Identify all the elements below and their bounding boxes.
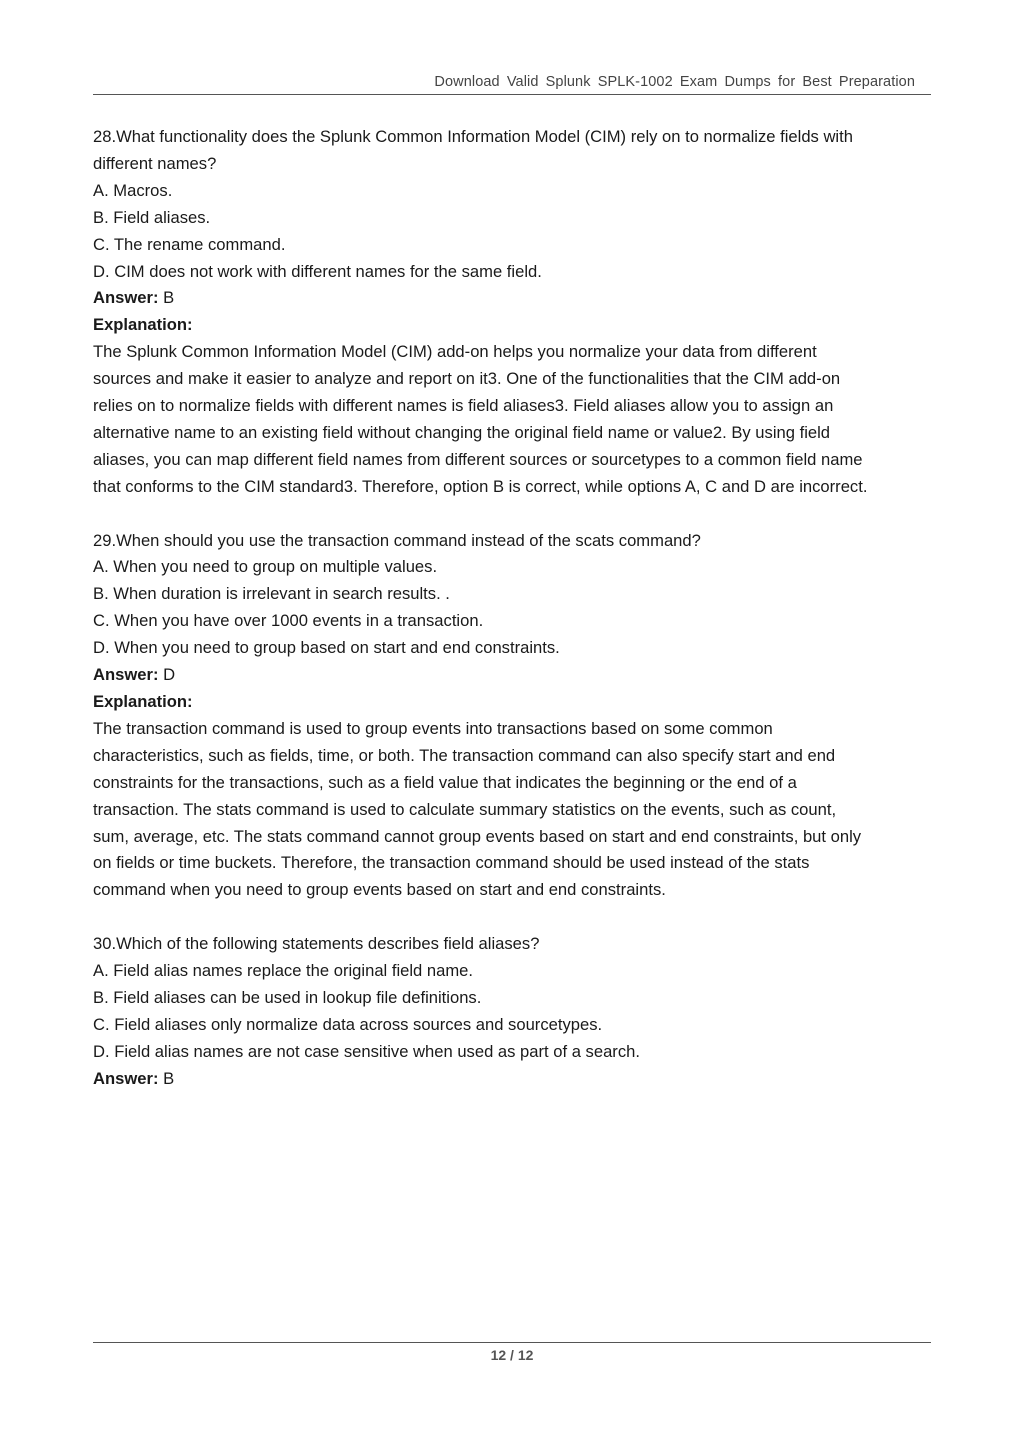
header-text: Download Valid Splunk SPLK-1002 Exam Dumps for Best Preparation xyxy=(434,74,915,90)
explanation-line: relies on to normalize fields with different names is field aliases3. Field aliases allow you to assign an xyxy=(93,396,834,416)
answer-line xyxy=(93,662,938,689)
question-block xyxy=(93,931,938,1092)
explanation-line: alternative name to an existing field without changing the original field name or value2. By using field xyxy=(93,422,831,442)
answer-value: D xyxy=(163,665,176,685)
question-text-line: 28.What functionality does the Splunk Common Information Model (CIM) rely on to normalize fields with xyxy=(93,127,853,146)
question-text-line: 30.Which of the following statements describes field aliases? xyxy=(93,934,540,954)
question-text-line: 29.When should you use the transaction command instead of the scats command? xyxy=(93,530,701,550)
question-block xyxy=(93,528,938,905)
option-b: B. When duration is irrelevant in search results. . xyxy=(93,584,450,604)
option-a: A. Field alias names replace the original field name. xyxy=(93,961,474,981)
answer-value: B xyxy=(163,1068,175,1088)
answer-line xyxy=(93,1066,938,1093)
explanation-label: Explanation: xyxy=(93,315,193,335)
option-c: C. When you have over 1000 events in a transaction. xyxy=(93,611,484,631)
page-number: 12 / 12 xyxy=(490,1347,534,1363)
option-d: D. When you need to group based on start and end constraints. xyxy=(93,638,560,658)
answer-label: Answer: xyxy=(93,288,159,308)
explanation-line: characteristics, such as fields, time, or both. The transaction command can also specify start and end xyxy=(93,745,836,765)
option-b: B. Field aliases can be used in lookup file definitions. xyxy=(93,987,482,1007)
question-block xyxy=(93,124,938,501)
spacer xyxy=(93,904,938,931)
option-c: C. Field aliases only normalize data across sources and sourcetypes. xyxy=(93,1014,603,1034)
explanation-line: The transaction command is used to group events into transactions based on some common xyxy=(93,718,773,738)
explanation-line: command when you need to group events based on start and end constraints. xyxy=(93,880,666,900)
explanation-line: constraints for the transactions, such as a field value that indicates the beginning or the end of a xyxy=(93,772,797,792)
option-a: A. Macros. xyxy=(93,180,173,200)
option-b: B. Field aliases. xyxy=(93,207,211,227)
option-c: C. The rename command. xyxy=(93,234,286,254)
explanation-line: sources and make it easier to analyze and report on it3. One of the functionalities that the CIM add-on xyxy=(93,369,841,389)
question-text-line: different names? xyxy=(93,153,217,173)
answer-value: B xyxy=(163,288,175,308)
option-d: D. CIM does not work with different names for the same field. xyxy=(93,261,542,281)
option-a: A. When you need to group on multiple values. xyxy=(93,557,438,577)
page-content xyxy=(93,124,938,1093)
explanation-label: Explanation: xyxy=(93,692,193,712)
page-header xyxy=(93,72,931,95)
explanation-line: sum, average, etc. The stats command cannot group events based on start and end constraints, but only xyxy=(93,826,862,846)
spacer xyxy=(93,501,938,528)
page-footer xyxy=(93,1342,931,1363)
explanation-line: transaction. The stats command is used to calculate summary statistics on the events, such as count, xyxy=(93,799,837,819)
explanation-line: on fields or time buckets. Therefore, the transaction command should be used instead of the stats xyxy=(93,853,810,873)
answer-label: Answer: xyxy=(93,665,159,685)
explanation-line: that conforms to the CIM standard3. Therefore, option B is correct, while options A, C and D are incorrect. xyxy=(93,476,868,496)
explanation-line: The Splunk Common Information Model (CIM) add-on helps you normalize your data from different xyxy=(93,342,817,362)
option-d: D. Field alias names are not case sensitive when used as part of a search. xyxy=(93,1041,640,1061)
explanation-line: aliases, you can map different field names from different sources or sourcetypes to a common field name xyxy=(93,449,863,469)
answer-line xyxy=(93,285,938,312)
answer-label: Answer: xyxy=(93,1068,159,1088)
